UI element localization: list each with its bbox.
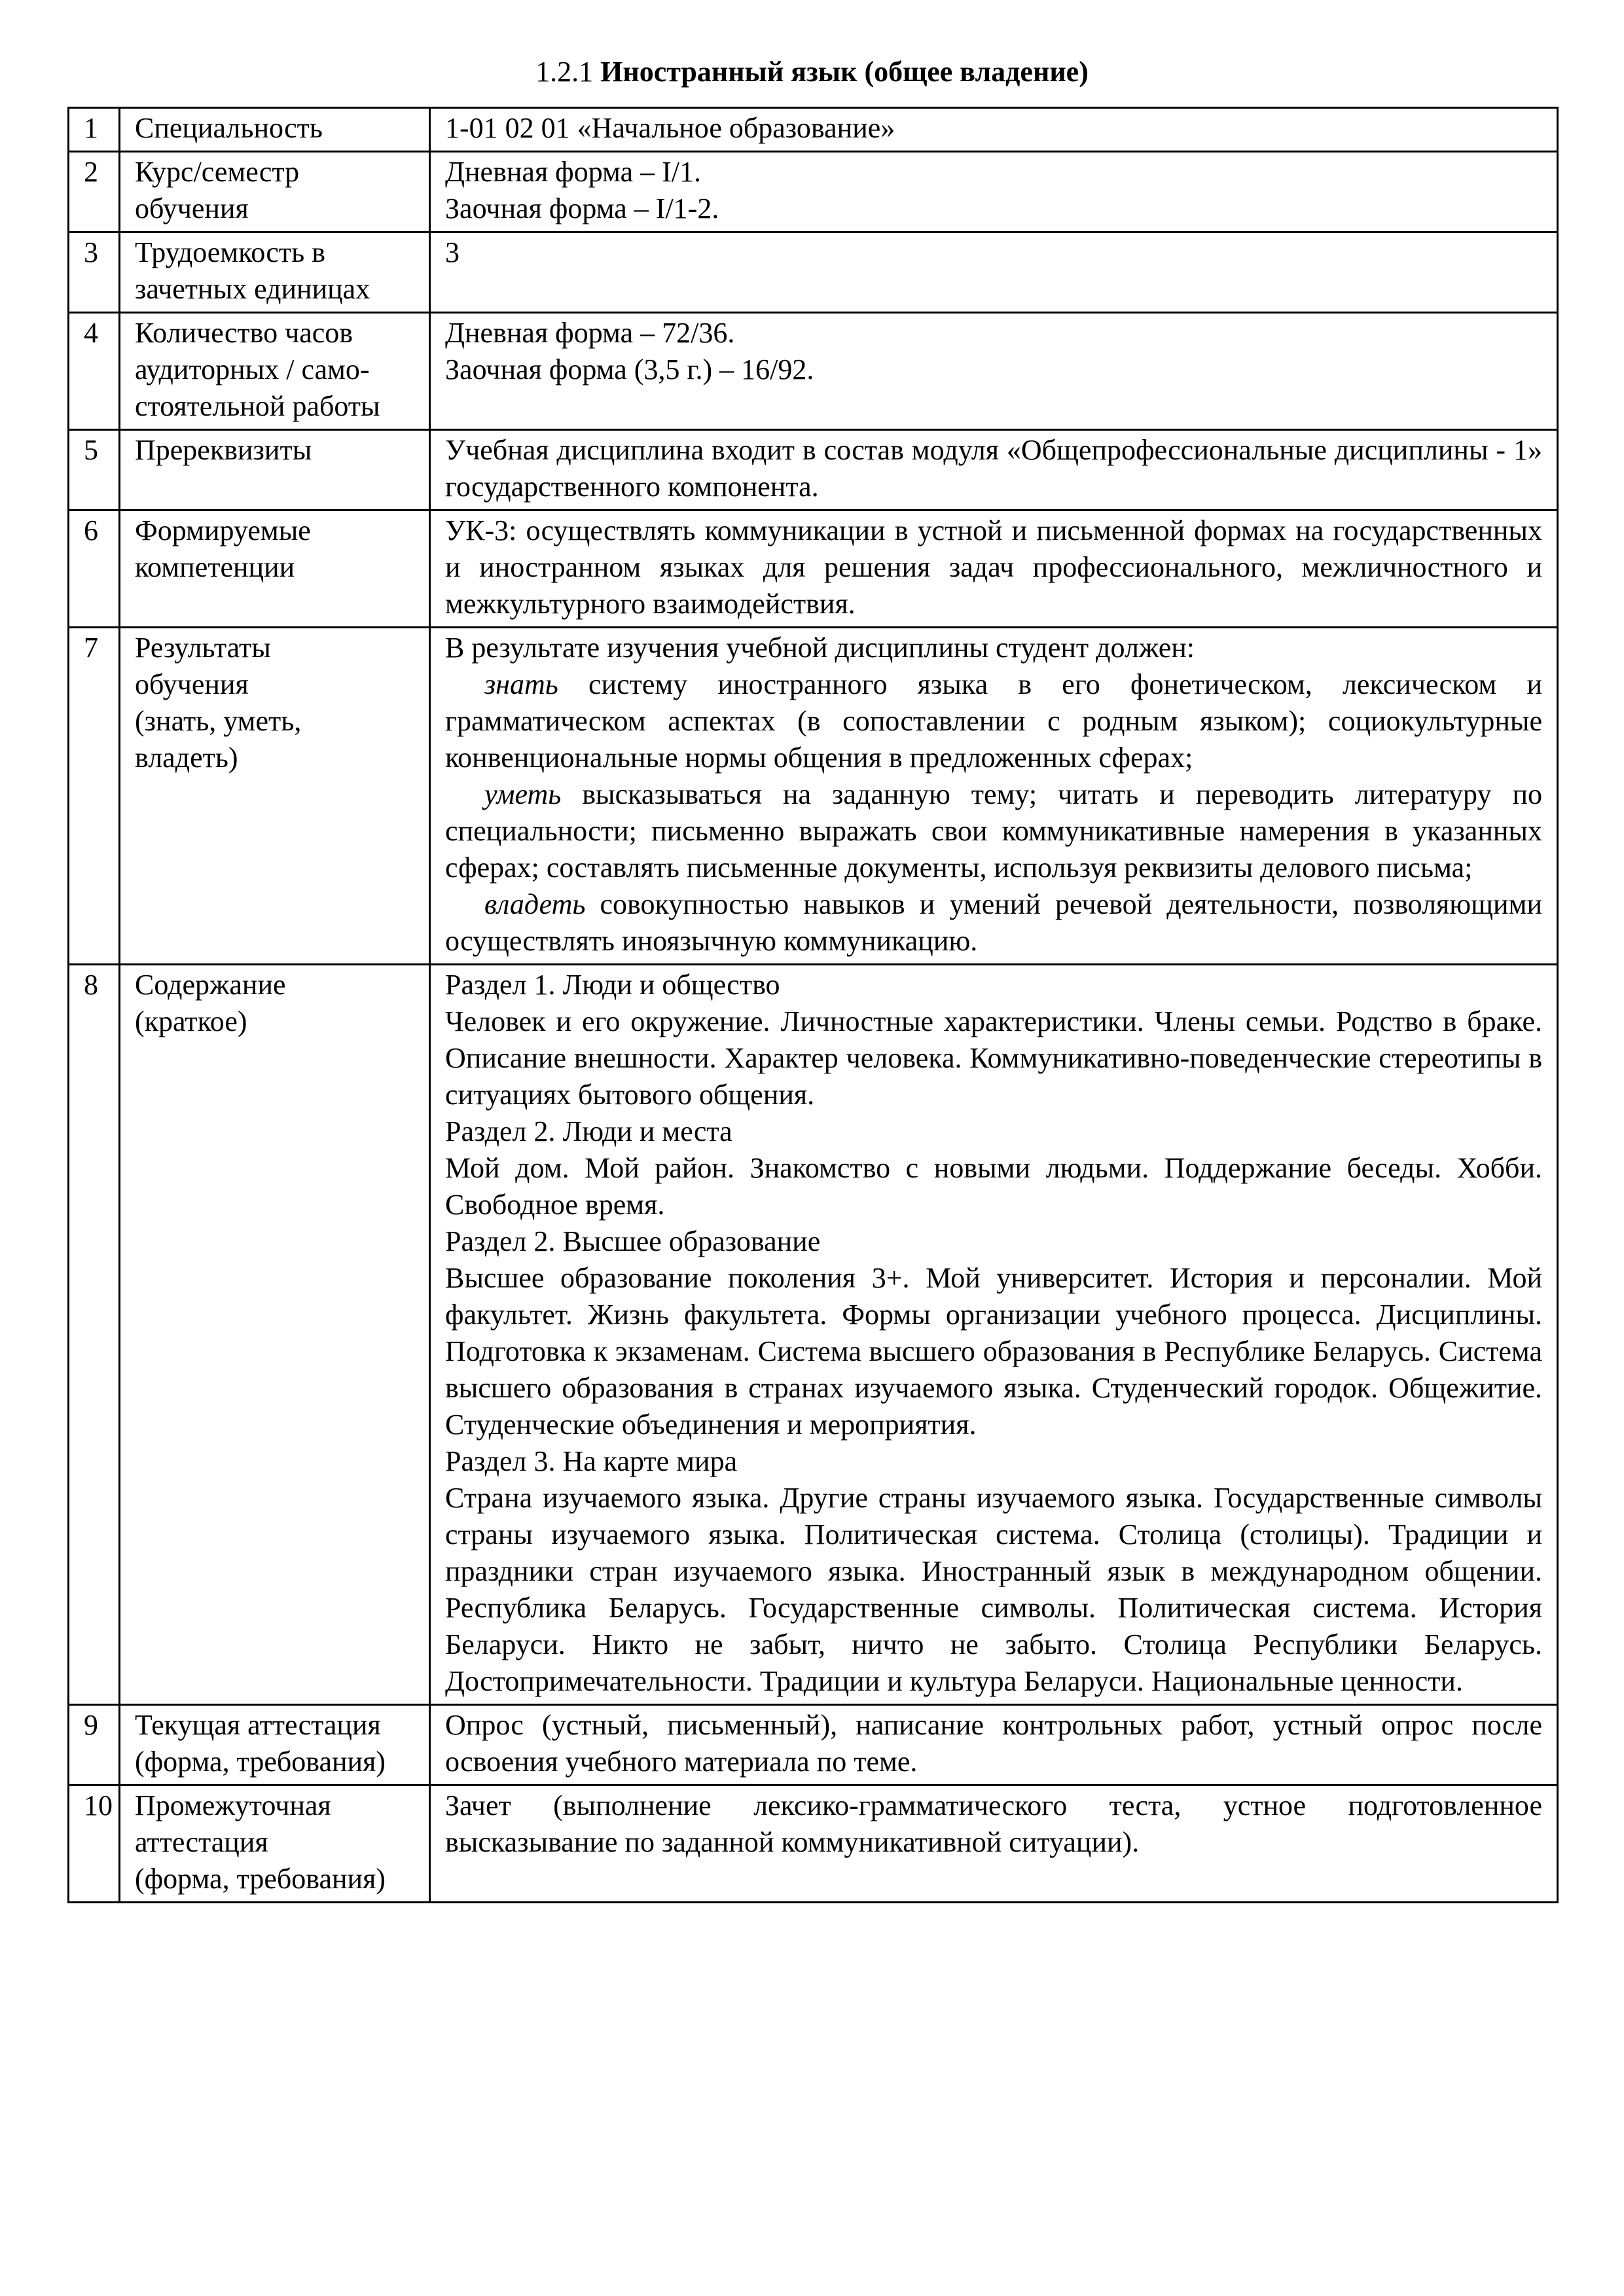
label-line: Содержание	[135, 969, 286, 1001]
value-line: Зачет (выполнение лексико-грамматического теста, устное подготовленное высказывание по заданной коммуникативной ситуации).	[445, 1789, 1542, 1858]
section-heading: Раздел 3. На карте мира	[445, 1445, 738, 1477]
section-text: Высшее образование поколения 3+. Мой университет. История и персоналии. Мой факультет. Жизнь факультета. Формы организации учебного процесса. Дисциплины. Подготовка к экзаменам. Система высшего образования в Республике Беларусь. Система высшего образования в странах изучаемого языка. Студенческий городок. Общежитие. Студенческие объединения и мероприятия.	[445, 1262, 1542, 1441]
table-row	[69, 1785, 1558, 1903]
value-line: 3	[445, 236, 460, 268]
row-number: 2	[69, 152, 120, 232]
outcome-can	[445, 776, 1542, 886]
row-value	[430, 108, 1558, 152]
label-line: владеть)	[135, 742, 238, 774]
row-label	[120, 232, 430, 313]
outcome-keyword: владеть	[484, 888, 586, 920]
outcome-own	[445, 886, 1542, 960]
row-value	[430, 628, 1558, 965]
row-number: 8	[69, 965, 120, 1705]
table-row	[69, 1705, 1558, 1785]
row-label	[120, 430, 430, 511]
row-value	[430, 430, 1558, 511]
row-value	[430, 232, 1558, 313]
table-row	[69, 430, 1558, 511]
label-line: Текущая аттестация	[135, 1709, 381, 1741]
label-line: Специальность	[135, 112, 323, 144]
section-name: Иностранный язык (общее владение)	[600, 56, 1089, 88]
row-number: 5	[69, 430, 120, 511]
table-row	[69, 232, 1558, 313]
table-row	[69, 965, 1558, 1705]
row-number: 9	[69, 1705, 120, 1785]
value-line: Заочная форма – I/1-2.	[445, 192, 719, 224]
row-label	[120, 1785, 430, 1903]
label-line: Пререквизиты	[135, 434, 312, 466]
row-number: 10	[69, 1785, 120, 1903]
row-value	[430, 313, 1558, 430]
section-heading: Раздел 1. Люди и общество	[445, 969, 780, 1001]
course-info-table	[67, 107, 1559, 1903]
table-row	[69, 108, 1558, 152]
section-number: 1.2.1	[535, 56, 594, 88]
row-value	[430, 152, 1558, 232]
value-line: Дневная форма – I/1.	[445, 156, 701, 188]
section-text: Страна изучаемого языка. Другие страны изучаемого языка. Государственные символы страны изучаемого языка. Политическая система. Столица (столицы). Традиции и праздники стран изучаемого языка. Иностранный язык в международном общении. Республика Беларусь. Государственные символы. Политическая система. История Беларуси. Никто не забыт, ничто не забыто. Столица Республики Беларусь. Достопримечательности. Традиции и культура Беларуси. Национальные ценности.	[445, 1482, 1542, 1697]
row-number: 4	[69, 313, 120, 430]
label-line: Курс/семестр	[135, 156, 300, 188]
label-line: Промежуточная	[135, 1789, 331, 1821]
value-line: УК-3: осуществлять коммуникации в устной и письменной формах на государственных и иностранном языках для решения задач профессионального, межличностного и межкультурного взаимодействия.	[445, 514, 1542, 620]
section-text: Мой дом. Мой район. Знакомство с новыми людьми. Поддержание беседы. Хобби. Свободное время.	[445, 1152, 1542, 1221]
label-line: зачетных единицах	[135, 273, 370, 305]
section-text: Человек и его окружение. Личностные характеристики. Члены семьи. Родство в браке. Описание внешности. Характер человека. Коммуникативно-поведенческие стереотипы в ситуациях бытового общения.	[445, 1005, 1542, 1111]
row-label	[120, 628, 430, 965]
row-number: 3	[69, 232, 120, 313]
outcome-text: высказываться на заданную тему; читать и переводить литературу по специальности; письменно выражать свои коммуникативные намерения в указанных сферах; составлять письменные документы, используя реквизиты делового письма;	[445, 778, 1542, 884]
label-line: обучения	[135, 668, 249, 700]
label-line: (форма, требования)	[135, 1746, 386, 1778]
table-row	[69, 313, 1558, 430]
row-label	[120, 1705, 430, 1785]
page-title	[0, 52, 1624, 92]
label-line: Результаты	[135, 632, 271, 664]
value-line: 1-01 02 01 «Начальное образование»	[445, 112, 895, 144]
outcome-keyword: уметь	[484, 778, 562, 810]
outcomes-intro: В результате изучения учебной дисциплины студент должен:	[445, 632, 1195, 664]
row-label	[120, 965, 430, 1705]
label-line: аттестация	[135, 1826, 268, 1858]
label-line: стоятельной работы	[135, 390, 380, 422]
outcome-know	[445, 666, 1542, 776]
table-row	[69, 628, 1558, 965]
label-line: Формируемые	[135, 514, 311, 547]
row-number: 6	[69, 511, 120, 628]
row-number: 7	[69, 628, 120, 965]
label-line: аудиторных / само-	[135, 353, 370, 386]
row-label	[120, 152, 430, 232]
row-value	[430, 1785, 1558, 1903]
value-line: Дневная форма – 72/36.	[445, 317, 735, 349]
value-line: Заочная форма (3,5 г.) – 16/92.	[445, 353, 814, 386]
outcome-keyword: знать	[484, 668, 558, 700]
row-value	[430, 965, 1558, 1705]
row-label	[120, 313, 430, 430]
value-line: Учебная дисциплина входит в состав модуля «Общепрофессиональные дисциплины - 1» государственного компонента.	[445, 434, 1542, 503]
label-line: (краткое)	[135, 1005, 247, 1037]
outcome-text: совокупностью навыков и умений речевой деятельности, позволяющими осуществлять иноязычную коммуникацию.	[445, 888, 1542, 957]
label-line: (форма, требования)	[135, 1863, 386, 1895]
section-heading: Раздел 2. Люди и места	[445, 1115, 732, 1147]
row-value	[430, 511, 1558, 628]
outcome-text: систему иностранного языка в его фонетическом, лексическом и грамматическом аспектах (в сопоставлении с родным языком); социокультурные конвенциональные нормы общения в предложенных сферах;	[445, 668, 1542, 774]
row-value	[430, 1705, 1558, 1785]
label-line: обучения	[135, 192, 249, 224]
label-line: компетенции	[135, 551, 295, 583]
label-line: Количество часов	[135, 317, 353, 349]
row-label	[120, 511, 430, 628]
row-number: 1	[69, 108, 120, 152]
table-row	[69, 152, 1558, 232]
section-heading: Раздел 2. Высшее образование	[445, 1225, 821, 1257]
value-line: Опрос (устный, письменный), написание контрольных работ, устный опрос после освоения учебного материала по теме.	[445, 1709, 1542, 1778]
label-line: Трудоемкость в	[135, 236, 325, 268]
row-label	[120, 108, 430, 152]
label-line: (знать, уметь,	[135, 705, 302, 737]
table-row	[69, 511, 1558, 628]
